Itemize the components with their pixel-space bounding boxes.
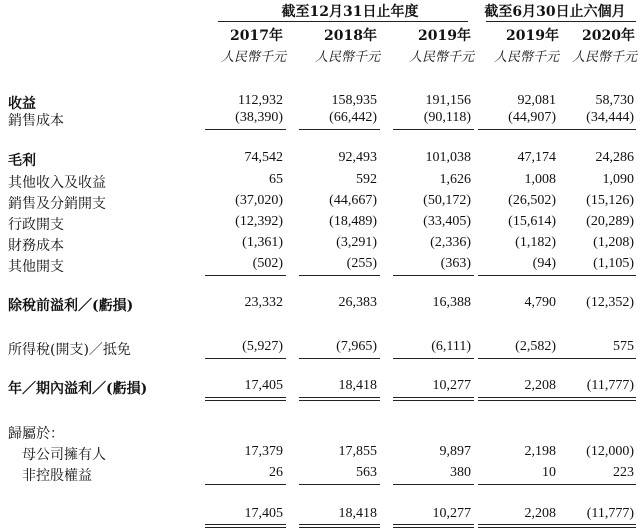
value-cell: (7,965): [336, 339, 377, 354]
divider: [556, 129, 636, 130]
value-cell: (34,444): [586, 110, 634, 125]
value-cell: (44,907): [508, 110, 556, 125]
row-label-non-controlling: 非控股權益: [22, 468, 92, 484]
row-label-owners-of-parent: 母公司擁有人: [22, 447, 106, 463]
divider: [205, 358, 286, 359]
double-divider: [556, 524, 636, 528]
value-cell: (3,291): [336, 235, 377, 250]
double-divider: [205, 397, 286, 401]
value-cell: (1,105): [593, 256, 634, 271]
divider: [299, 275, 380, 276]
value-cell: 74,542: [244, 150, 283, 165]
value-cell: (1,208): [593, 235, 634, 250]
group-header-year-end: 截至12月31日止年度: [281, 4, 419, 20]
value-cell: 58,730: [595, 93, 634, 108]
value-cell: 380: [450, 465, 471, 480]
value-cell: (363): [440, 256, 471, 271]
divider: [478, 484, 559, 485]
value-cell: 10,277: [432, 506, 471, 521]
value-cell: (38,390): [235, 110, 283, 125]
column-year: 2020年: [582, 28, 635, 44]
row-label-finance-costs: 財務成本: [8, 238, 64, 254]
row-label-income-tax: 所得稅(開支)／抵免: [8, 342, 131, 358]
value-cell: 191,156: [425, 93, 471, 108]
value-cell: 10: [542, 465, 556, 480]
value-cell: 9,897: [439, 444, 471, 459]
value-cell: 223: [613, 465, 634, 480]
value-cell: (255): [346, 256, 377, 271]
value-cell: 592: [356, 172, 377, 187]
value-cell: (11,777): [586, 378, 634, 393]
column-unit: 人民幣千元: [408, 50, 474, 65]
row-label-attributable-to: 歸屬於：: [8, 426, 64, 442]
value-cell: (66,442): [329, 110, 377, 125]
double-divider: [205, 524, 286, 528]
divider: [478, 129, 559, 130]
value-cell: (11,777): [586, 506, 634, 521]
value-cell: (15,126): [586, 193, 634, 208]
double-divider: [393, 524, 474, 528]
column-year: 2017年: [230, 28, 283, 44]
divider: [556, 484, 636, 485]
value-cell: 1,626: [439, 172, 471, 187]
value-cell: 1,008: [524, 172, 556, 187]
value-cell: (94): [532, 256, 556, 271]
value-cell: (6,111): [431, 339, 471, 354]
value-cell: (50,172): [423, 193, 471, 208]
value-cell: 158,935: [331, 93, 377, 108]
column-unit: 人民幣千元: [571, 50, 637, 65]
value-cell: 10,277: [432, 378, 471, 393]
value-cell: 2,208: [524, 506, 556, 521]
divider: [299, 129, 380, 130]
value-cell: 1,090: [602, 172, 634, 187]
row-label-revenue: 收益: [8, 96, 36, 112]
value-cell: (33,405): [423, 214, 471, 229]
value-cell: 563: [356, 465, 377, 480]
value-cell: (5,927): [242, 339, 283, 354]
value-cell: 92,493: [338, 150, 377, 165]
divider: [393, 358, 474, 359]
value-cell: (12,392): [235, 214, 283, 229]
value-cell: 575: [613, 339, 634, 354]
value-cell: (15,614): [508, 214, 556, 229]
value-cell: (12,000): [586, 444, 634, 459]
double-divider: [299, 397, 380, 401]
divider: [299, 358, 380, 359]
column-unit: 人民幣千元: [314, 50, 380, 65]
divider: [393, 275, 474, 276]
value-cell: 17,855: [338, 444, 377, 459]
value-cell: 18,418: [338, 378, 377, 393]
column-year: 2019年: [506, 28, 559, 44]
value-cell: (1,182): [515, 235, 556, 250]
value-cell: 17,405: [244, 378, 283, 393]
value-cell: (1,361): [242, 235, 283, 250]
row-label-profit-for-period: 年／期內溢利／(虧損): [8, 381, 148, 397]
row-label-profit-before-tax: 除稅前溢利／(虧損): [8, 298, 134, 314]
divider: [299, 484, 380, 485]
value-cell: (2,336): [430, 235, 471, 250]
divider: [393, 484, 474, 485]
value-cell: 16,388: [432, 295, 471, 310]
value-cell: 26,383: [338, 295, 377, 310]
group-header-six-months: 截至6月30日止六個月: [484, 4, 626, 20]
value-cell: (37,020): [235, 193, 283, 208]
value-cell: 26: [269, 465, 283, 480]
value-cell: 17,379: [244, 444, 283, 459]
value-cell: (2,582): [515, 339, 556, 354]
row-label-other-expenses: 其他開支: [8, 259, 64, 275]
value-cell: 65: [269, 172, 283, 187]
column-year: 2018年: [324, 28, 377, 44]
value-cell: (12,352): [586, 295, 634, 310]
value-cell: (44,667): [329, 193, 377, 208]
value-cell: 18,418: [338, 506, 377, 521]
double-divider: [556, 397, 636, 401]
row-label-admin-expenses: 行政開支: [8, 217, 64, 233]
divider: [556, 275, 636, 276]
value-cell: 23,332: [244, 295, 283, 310]
value-cell: 17,405: [244, 506, 283, 521]
column-year: 2019年: [418, 28, 471, 44]
value-cell: (26,502): [508, 193, 556, 208]
value-cell: 101,038: [425, 150, 471, 165]
divider: [478, 275, 559, 276]
row-label-selling-expenses: 銷售及分銷開支: [8, 196, 106, 212]
value-cell: 92,081: [517, 93, 556, 108]
row-label-other-income: 其他收入及收益: [8, 175, 106, 191]
value-cell: (18,489): [329, 214, 377, 229]
value-cell: 4,790: [524, 295, 556, 310]
value-cell: (20,289): [586, 214, 634, 229]
value-cell: (502): [252, 256, 283, 271]
value-cell: 2,198: [524, 444, 556, 459]
double-divider: [299, 524, 380, 528]
value-cell: 24,286: [595, 150, 634, 165]
divider: [478, 358, 559, 359]
divider: [205, 484, 286, 485]
divider: [205, 275, 286, 276]
column-unit: 人民幣千元: [493, 50, 559, 65]
row-label-gross-profit: 毛利: [8, 153, 36, 169]
row-label-cost-of-sales: 銷售成本: [8, 113, 64, 129]
divider: [486, 21, 636, 22]
divider: [393, 129, 474, 130]
divider: [556, 358, 636, 359]
double-divider: [478, 524, 559, 528]
double-divider: [478, 397, 559, 401]
value-cell: 47,174: [517, 150, 556, 165]
value-cell: 2,208: [524, 378, 556, 393]
divider: [205, 129, 286, 130]
value-cell: 112,932: [238, 93, 283, 108]
column-unit: 人民幣千元: [220, 50, 286, 65]
double-divider: [393, 397, 474, 401]
value-cell: (90,118): [423, 110, 471, 125]
divider: [218, 21, 468, 22]
